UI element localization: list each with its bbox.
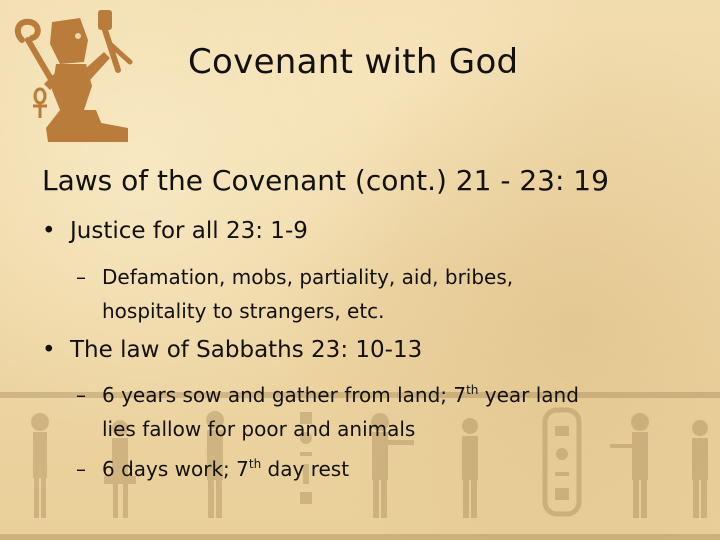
sub-bullet-text: hospitality to strangers, etc.	[102, 299, 385, 323]
bullet-marker: •	[42, 218, 56, 244]
sub-bullet-text: day rest	[261, 457, 350, 481]
bullet-text: Justice for all 23: 1-9	[70, 218, 308, 244]
sub-bullet-marker: –	[76, 265, 86, 289]
sub-bullet-text: year land	[478, 383, 579, 407]
sub-bullet-text: 6 years sow and gather from land; 7	[102, 383, 467, 407]
sub-bullet-text: 6 days work; 7	[102, 457, 249, 481]
sub-bullet-text: lies fallow for poor and animals	[102, 417, 416, 441]
section-heading: Laws of the Covenant (cont.) 21 - 23: 19	[42, 164, 609, 197]
sub-bullet-item	[76, 452, 676, 486]
sub-bullet-item	[76, 378, 676, 446]
bullet-text: The law of Sabbaths 23: 10-13	[70, 337, 423, 363]
bullet-marker: •	[42, 337, 56, 363]
slide-title: Covenant with God	[188, 42, 519, 82]
sub-bullet-marker: –	[76, 457, 86, 481]
sub-bullet-item	[76, 260, 636, 328]
bullet-item	[42, 337, 422, 363]
ordinal-suffix: th	[248, 457, 262, 471]
frieze-figure	[692, 420, 708, 518]
sub-bullet-marker: –	[76, 383, 86, 407]
egyptian-kneeling-figure-icon	[0, 0, 170, 150]
sub-bullet-text: Defamation, mobs, partiality, aid, bribes,	[102, 265, 514, 289]
ordinal-suffix: th	[466, 383, 479, 397]
bullet-item	[42, 218, 308, 244]
frieze-figure	[31, 413, 49, 518]
